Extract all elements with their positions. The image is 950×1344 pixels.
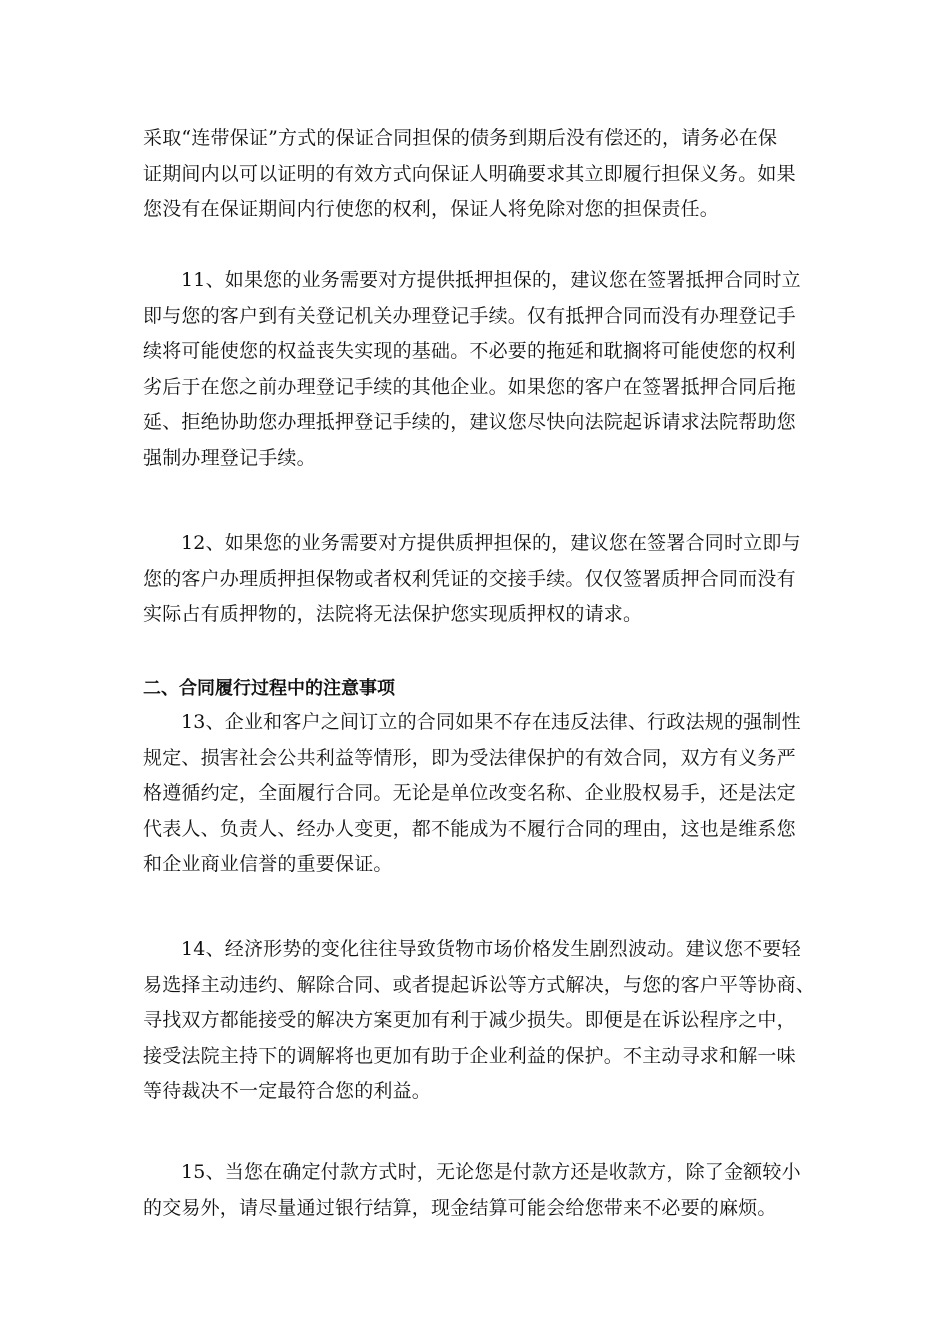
text-line: 规定、损害社会公共利益等情形，即为受法律保护的有效合同，双方有义务严 [143, 746, 796, 769]
text-line: 您的客户办理质押担保物或者权利凭证的交接手续。仅仅签署质押合同而没有 [143, 567, 796, 590]
text-line: 易选择主动违约、解除合同、或者提起诉讼等方式解决，与您的客户平等协商、 [143, 973, 816, 996]
text-line: 和企业商业信誉的重要保证。 [143, 853, 393, 875]
text-line: 寻找双方都能接受的解决方案更加有利于减少损失。即便是在诉讼程序之中， [143, 1009, 796, 1031]
text-line: 实际占有质押物的，法院将无法保护您实现质押权的请求。 [143, 603, 643, 625]
text-line: 11、如果您的业务需要对方提供抵押担保的，建议您在签署抵押合同时立 [181, 269, 801, 291]
text-line: 即与您的客户到有关登记机关办理登记手续。仅有抵押合同而没有办理登记手 [143, 304, 796, 327]
text-line: 格遵循约定，全面履行合同。无论是单位改变名称、企业股权易手，还是法定 [143, 782, 796, 804]
text-line: 劣后于在您之前办理登记手续的其他企业。如果您的客户在签署抵押合同后拖 [143, 375, 796, 398]
paragraph-continued [143, 121, 815, 228]
text-line: 代表人、负责人、经办人变更，都不能成为不履行合同的理由，这也是维系您 [143, 817, 796, 840]
text-line: 15、当您在确定付款方式时，无论您是付款方还是收款方，除了金额较小 [181, 1161, 801, 1183]
text-line: 续将可能使您的权益丧失实现的基础。不必要的拖延和耽搁将可能使您的权利 [143, 340, 796, 362]
text-line: 13、企业和客户之间订立的合同如果不存在违反法律、行政法规的强制性 [181, 711, 801, 733]
text-line: 强制办理登记手续。 [143, 446, 316, 469]
text-line: 14、经济形势的变化往往导致货物市场价格发生剧烈波动。建议您不要轻 [181, 938, 801, 960]
paragraph-15 [143, 1155, 815, 1226]
text-line: 采取“连带保证”方式的保证合同担保的债务到期后没有偿还的，请务必在保 [143, 127, 778, 149]
text-line: 接受法院主持下的调解将也更加有助于企业利益的保护。不主动寻求和解一味 [143, 1044, 796, 1067]
text-line: 12、如果您的业务需要对方提供质押担保的，建议您在签署合同时立即与 [181, 532, 801, 554]
paragraph-13 [143, 705, 815, 883]
text-line: 您没有在保证期间内行使您的权利，保证人将免除对您的担保责任。 [143, 198, 720, 220]
text-line: 延、拒绝协助您办理抵押登记手续的，建议您尽快向法院起诉请求法院帮助您 [143, 411, 796, 433]
text-line: 的交易外，请尽量通过银行结算，现金结算可能会给您带来不必要的麻烦。 [143, 1196, 777, 1219]
paragraph-11 [143, 263, 815, 476]
text-line: 等待裁决不一定最符合您的利益。 [143, 1080, 432, 1102]
paragraph-12 [143, 526, 815, 633]
paragraph-14 [143, 932, 815, 1110]
text-line: 证期间内以可以证明的有效方式向保证人明确要求其立即履行担保义务。如果 [143, 162, 796, 185]
section-heading: 二、合同履行过程中的注意事项 [143, 678, 395, 699]
